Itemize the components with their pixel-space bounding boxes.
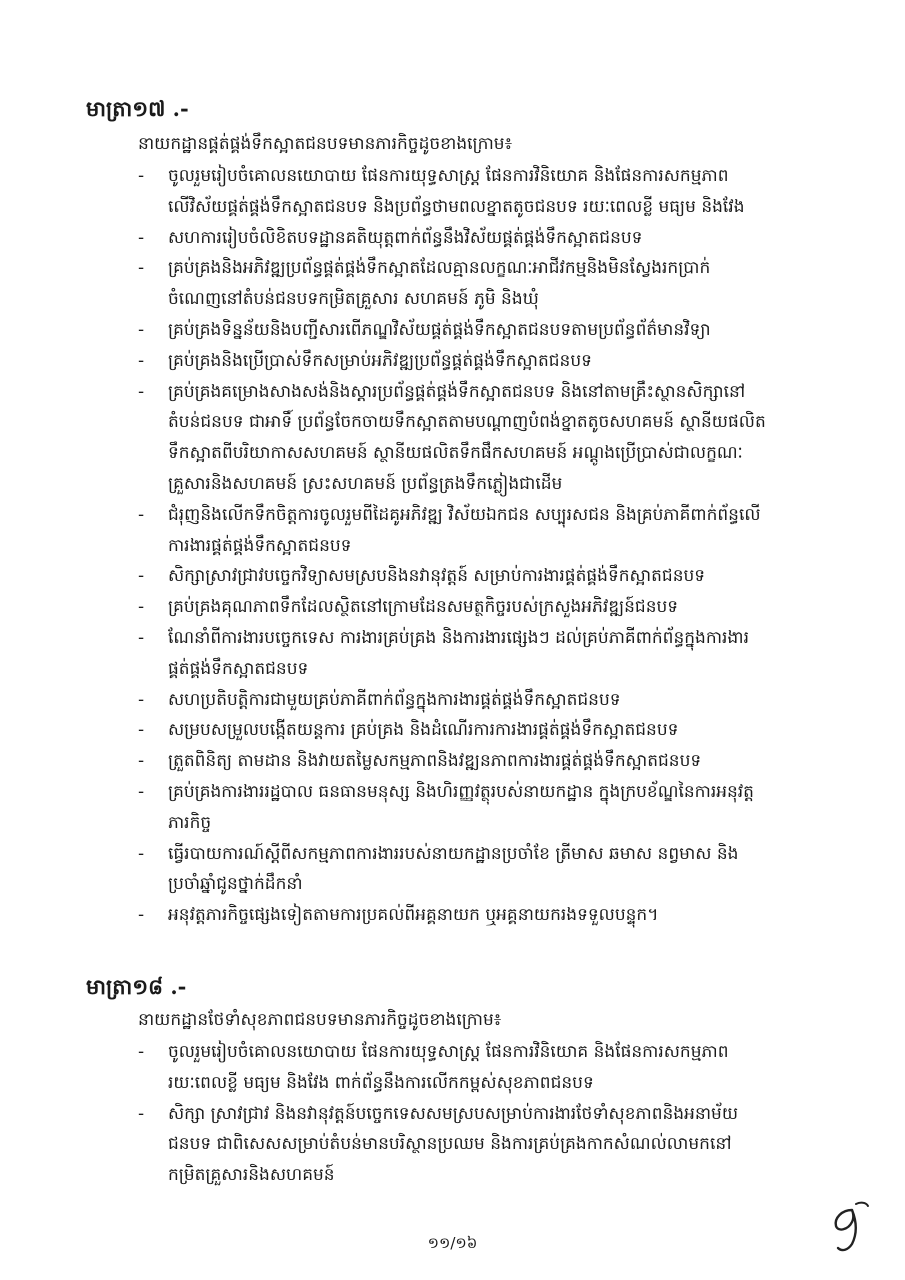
article17-duty-item <box>138 253 858 315</box>
bullet-dash: - <box>138 258 145 279</box>
signature-mark <box>822 1196 874 1256</box>
duty-text: គ្រប់គ្រងទិន្នន័យនិងបញ្ជីសារពើភណ្ឌវិស័យផ្គត់ផ្គង់ទឹកស្អាតជនបទតាមប្រព័ន្ធព័ត៌មានវិទ្យា <box>168 319 711 340</box>
article17-duty-item <box>138 223 858 254</box>
article17-duty-item <box>138 500 858 562</box>
article18-duty-item <box>138 1099 858 1191</box>
article18-duty-item <box>138 1037 858 1099</box>
duty-text: ចូលរួមរៀបចំគោលនយោបាយ ផែនការយុទ្ធសាស្ត្រ ផែនការវិនិយោគ និងផែនការសកម្មភាព លើវិស័យផ្គត់ផ្គង់ទឹកស្អាតជនបទ និងប្រព័ន្ធថាមពលខ្នាតតូចជនបទ រយៈពេលខ្លី មធ្យម និងវែង <box>168 166 745 217</box>
bullet-dash: - <box>138 227 145 248</box>
duty-text: គ្រប់គ្រងគុណភាពទឹកដែលស្ថិតនៅក្រោមដែនសមត្ថកិច្ចរបស់ក្រសួងអភិវឌ្ឍន៍ជនបទ <box>168 597 679 618</box>
bullet-dash: - <box>138 781 145 802</box>
bullet-dash: - <box>138 597 145 618</box>
duty-text: គ្រប់គ្រងការងាររដ្ឋបាល ធនធានមនុស្ស និងហិរញ្ញវត្ថុរបស់នាយកដ្ឋាន ក្នុងក្របខ័ណ្ឌនៃការអនុវត្ត ភារកិច្ច <box>168 781 754 833</box>
bullet-dash: - <box>138 843 145 864</box>
bullet-dash: - <box>138 720 145 741</box>
bullet-dash: - <box>138 504 145 525</box>
article17-duty-item <box>138 623 858 685</box>
bullet-dash: - <box>138 319 145 340</box>
bullet-dash: - <box>138 566 145 587</box>
bullet-dash: - <box>138 1103 145 1124</box>
article17-duty-item <box>138 900 858 931</box>
bullet-dash: - <box>138 350 145 371</box>
duty-text: ជំរុញនិងលើកទឹកចិត្តការចូលរួមពីដៃគូអភិវឌ្ឍ វិស័យឯកជន សប្បុរសជន និងគ្រប់ភាគីពាក់ព័ន្ធលើ ការងារផ្គត់ផ្គង់ទឹកស្អាតជនបទ <box>168 504 761 556</box>
article17-duty-item <box>138 561 858 592</box>
duty-text: ចូលរួមរៀបចំគោលនយោបាយ ផែនការយុទ្ធសាស្ត្រ ផែនការវិនិយោគ និងផែនការសកម្មភាព រយៈពេលខ្លី មធ្យម និងវែង ពាក់ព័ន្ធនឹងការលើកកម្ពស់សុខភាពជនបទ <box>168 1042 729 1093</box>
article17-duty-item <box>138 592 858 623</box>
duty-text: សិក្សាស្រាវជ្រាវបច្ចេកវិទ្យាសមស្របនិងនវានុវត្តន៍ សម្រាប់ការងារផ្គត់ផ្គង់ទឹកស្អាតជនបទ <box>168 566 706 587</box>
duty-text: ធ្វើរបាយការណ៍ស្តីពីសកម្មភាពការងាររបស់នាយកដ្ឋានប្រចាំខែ ត្រីមាស ឆមាស នព្វមាស និង ប្រចាំឆ្នាំជូនថ្នាក់ដឹកនាំ <box>168 843 739 895</box>
bullet-dash: - <box>138 1042 145 1062</box>
article17-duty-item <box>138 777 858 839</box>
duty-text: សម្របសម្រួលបង្កើតយន្តការ គ្រប់គ្រង និងដំណើរការការងារផ្គត់ផ្គង់ទឹកស្អាតជនបទ <box>168 720 679 741</box>
article17-duty-item <box>138 839 858 901</box>
article-18-intro: នាយកដ្ឋានថែទាំសុខភាពជនបទមានភារកិច្ចដូចខាងក្រោម៖ <box>138 1010 502 1030</box>
article17-duty-item <box>138 315 858 346</box>
duty-text: អនុវត្តភារកិច្ចផ្សេងទៀតតាមការប្រគល់ពីអគ្គនាយក ឬអគ្គនាយករងទទួលបន្ទុក។ <box>168 905 659 926</box>
page-number: ១១/១៦ <box>427 1234 478 1252</box>
article17-duty-item <box>138 746 858 777</box>
duty-text: សហការរៀបចំលិខិតបទដ្ឋានគតិយុត្តពាក់ព័ន្ធនឹងវិស័យផ្គត់ផ្គង់ទឹកស្អាតជនបទ <box>168 227 643 248</box>
article17-duty-item <box>138 161 858 223</box>
duty-text: គ្រប់គ្រងនិងប្រើប្រាស់ទឹកសម្រាប់អភិវឌ្ឍប្រព័ន្ធផ្គត់ផ្គង់ទឹកស្អាតជនបទ <box>168 350 592 371</box>
article-17-intro: នាយកដ្ឋានផ្គត់ផ្គង់ទឹកស្អាតជនបទមានភារកិច្ចដូចខាងក្រោម៖ <box>138 134 513 154</box>
duty-text: គ្រប់គ្រងនិងអភិវឌ្ឍប្រព័ន្ធផ្គត់ផ្គង់ទឹកស្អាតដែលគ្មានលក្ខណៈអាជីវកម្មនិងមិនស្វែងរកប្រាក់ ចំណេញនៅតំបន់ជនបទកម្រិតគ្រួសារ សហគមន៍ ភូមិ និងឃុំ <box>168 258 711 310</box>
article17-duty-item <box>138 685 858 716</box>
bullet-dash: - <box>138 905 145 926</box>
article-17-duties-list <box>138 161 858 931</box>
bullet-dash: - <box>138 689 145 710</box>
article17-duty-item <box>138 715 858 746</box>
article-18-heading: មាត្រា១៨ .- <box>86 974 187 999</box>
duty-text: សិក្សា ស្រាវជ្រាវ និងនវានុវត្តន៍បច្ចេកទេសសមស្របសម្រាប់ការងារថែទាំសុខភាពនិងអនាម័យ ជនបទ ជាពិសេសសម្រាប់តំបន់មានបរិស្ថានប្រឈម និងការគ្រប់គ្រងកាកសំណល់លាមកនៅ កម្រិតគ្រួសារនិងសហគមន៍ <box>168 1103 739 1186</box>
article17-duty-item <box>138 377 858 500</box>
bullet-dash: - <box>138 166 145 186</box>
article17-duty-item <box>138 346 858 377</box>
duty-text: សហប្រតិបត្តិការជាមួយគ្រប់ភាគីពាក់ព័ន្ធក្នុងការងារផ្គត់ផ្គង់ទឹកស្អាតជនបទ <box>168 689 621 710</box>
bullet-dash: - <box>138 751 145 772</box>
duty-text: គ្រប់គ្រងគម្រោងសាងសង់និងស្តារប្រព័ន្ធផ្គត់ផ្គង់ទឹកស្អាតជនបទ និងនៅតាមគ្រឹះស្ថានសិក្សានៅ តំបន់ជនបទ ជាអាទិ៍ ប្រព័ន្ធចែកចាយទឹកស្អាតតាមបណ្តាញបំពង់ខ្នាតតូចសហគមន៍ ស្ថានីយផលិត ទឹកស្អាតពីបរិយាកាសសហគមន៍ ស្ថានីយផលិតទឹកផឹកសហគមន៍ អណ្តូងប្រើប្រាស់ជាលក្ខណៈ គ្រួសារនិងសហគមន៍ ស្រះសហគមន៍ ប្រព័ន្ធត្រងទឹកភ្លៀងជាដើម <box>168 381 766 494</box>
bullet-dash: - <box>138 381 145 402</box>
bullet-dash: - <box>138 627 145 648</box>
duty-text: ត្រួតពិនិត្យ តាមដាន និងវាយតម្លៃសកម្មភាពនិងវឌ្ឍនភាពការងារផ្គត់ផ្គង់ទឹកស្អាតជនបទ <box>168 751 702 772</box>
article-17-heading: មាត្រា១៧ .- <box>86 96 189 121</box>
duty-text: ណែនាំពីការងារបច្ចេកទេស ការងារគ្រប់គ្រង និងការងារផ្សេងៗ ដល់គ្រប់ភាគីពាក់ព័ន្ធក្នុងការងារ ផ្គត់ផ្គង់ទឹកស្អាតជនបទ <box>168 627 749 679</box>
article-18-duties-list <box>138 1037 858 1191</box>
